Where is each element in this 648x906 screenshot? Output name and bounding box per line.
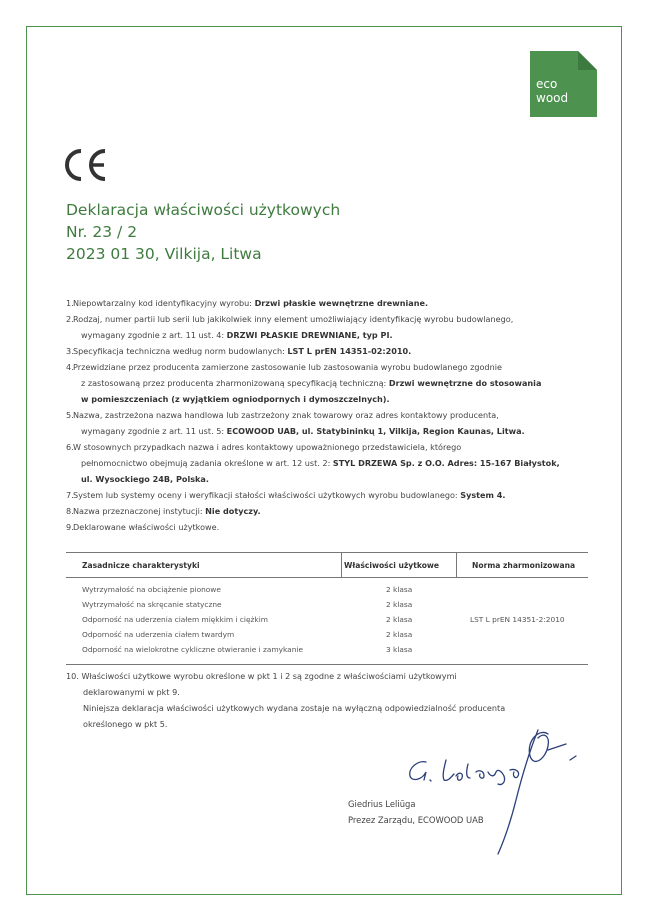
item-value: ul. Wysockiego 24B, Polska. xyxy=(81,474,209,484)
item-value: w pomieszczeniach (z wyjątkiem ogniodpornych i dymoszczelnych). xyxy=(81,394,390,404)
handwritten-signature xyxy=(398,720,588,860)
column-header-characteristics: Zasadnicze charakterystyki xyxy=(82,561,200,570)
item-value: ECOWOOD UAB, ul. Statybininkų 1, Vilkija, Region Kaunas, Litwa. xyxy=(226,426,525,436)
cell-characteristic: Wytrzymałość na skręcanie statyczne xyxy=(82,600,222,609)
item-text: Nazwa przeznaczonej instytucji: xyxy=(73,506,206,516)
item-text: W stosownych przypadkach nazwa i adres kontaktowy upoważnionego przedstawiciela, którego xyxy=(73,442,462,452)
cell-characteristic: Wytrzymałość na obciążenie pionowe xyxy=(82,585,221,594)
item-value: DRZWI PŁASKIE DREWNIANE, typ PI. xyxy=(226,330,393,340)
table-row xyxy=(66,598,588,612)
properties-table xyxy=(66,552,588,665)
column-header-norm: Norma zharmonizowana xyxy=(472,561,576,570)
item-value: STYL DRZEWA Sp. z O.O. Adres: 15-167 Białystok, xyxy=(332,458,560,468)
item-number: 6. xyxy=(66,442,74,452)
item-4 xyxy=(66,359,596,407)
item-text: System lub systemy oceny i weryfikacji stałości właściwości użytkowych wyrobu budowlanego: xyxy=(73,490,461,500)
cell-norm: LST L prEN 14351-2:2010 xyxy=(470,615,565,624)
cell-characteristic: Odporność na wielokrotne cykliczne otwieranie i zamykanie xyxy=(82,645,303,654)
item-number: 1. xyxy=(66,298,74,308)
item-value: Drzwi płaskie wewnętrzne drewniane. xyxy=(254,298,429,308)
logo-text-eco: eco xyxy=(536,77,558,91)
item-text: określonego w pkt 5. xyxy=(83,719,168,729)
item-text: wymagany zgodnie z art. 11 ust. 4: xyxy=(81,330,227,340)
item-text: Niepowtarzalny kod identyfikacyjny wyrobu: xyxy=(73,298,255,308)
item-number: 3. xyxy=(66,346,74,356)
item-number: 5. xyxy=(66,410,74,420)
item-text: Deklarowane właściwości użytkowe. xyxy=(73,522,220,532)
item-text: Rodzaj, numer partii lub serii lub jakikolwiek inny element umożliwiający identyfikację wyrobu budowlanego, xyxy=(73,314,514,324)
ce-mark-icon xyxy=(64,148,108,182)
cell-value: 2 klasa xyxy=(386,600,413,609)
item-6 xyxy=(66,439,596,487)
cell-characteristic: Odporność na uderzenia ciałem miękkim i ciężkim xyxy=(82,615,268,624)
item-text: Przewidziane przez producenta zamierzone zastosowanie lub zastosowania wyrobu budowlanego zgodnie xyxy=(73,362,502,372)
item-number: 7. xyxy=(66,490,74,500)
item-text: Niniejsza deklaracja właściwości użytkowych wydana zostaje na wyłączną odpowiedzialność producenta xyxy=(83,703,506,713)
item-value: LST L prEN 14351-02:2010. xyxy=(287,346,412,356)
table-row xyxy=(66,583,588,597)
table-body xyxy=(66,578,588,665)
title-number: Nr. 23 / 2 xyxy=(66,223,138,241)
item-value: System 4. xyxy=(460,490,506,500)
column-header-performance: Właściwości użytkowe xyxy=(344,561,440,570)
item-2 xyxy=(66,311,596,343)
item-number: 4. xyxy=(66,362,74,372)
item-7 xyxy=(66,487,596,503)
title-date-place: 2023 01 30, Vilkija, Litwa xyxy=(66,245,262,263)
signer-position: Prezez Zarządu, ECOWOOD UAB xyxy=(348,815,484,825)
item-value: Nie dotyczy. xyxy=(205,506,261,516)
item-text: Właściwości użytkowe wyrobu określone w pkt 1 i 2 są zgodne z właściwościami użytkowymi xyxy=(81,671,457,681)
item-number: 10. xyxy=(66,671,79,681)
table-row xyxy=(66,628,588,642)
cell-characteristic: Odporność na uderzenia ciałem twardym xyxy=(82,630,235,639)
signer-name: Giedrius Leliūga xyxy=(348,799,416,809)
item-text: Specyfikacja techniczna według norm budowlanych: xyxy=(73,346,288,356)
item-text: z zastosowaną przez producenta zharmonizowaną specyfikacją techniczną: xyxy=(81,378,389,388)
item-text: Nazwa, zastrzeżona nazwa handlowa lub zastrzeżony znak towarowy oraz adres kontaktowy producenta, xyxy=(73,410,499,420)
item-text: deklarowanymi w pkt 9. xyxy=(83,687,180,697)
cell-value: 2 klasa xyxy=(386,630,413,639)
cell-value: 3 klasa xyxy=(386,645,413,654)
signer-block xyxy=(348,796,484,828)
item-number: 8. xyxy=(66,506,74,516)
column-divider xyxy=(341,553,342,577)
item-text: wymagany zgodnie z art. 11 ust. 5: xyxy=(81,426,227,436)
table-row xyxy=(66,643,588,657)
item-5 xyxy=(66,407,596,439)
declaration-title xyxy=(66,199,340,265)
title-line-1: Deklaracja właściwości użytkowych xyxy=(66,201,341,219)
item-1 xyxy=(66,295,596,311)
item-9 xyxy=(66,519,596,535)
ecowood-logo xyxy=(530,51,597,117)
item-value: Drzwi wewnętrzne do stosowania xyxy=(388,378,542,388)
table-header xyxy=(66,552,588,578)
cell-value: 2 klasa xyxy=(386,615,413,624)
item-3 xyxy=(66,343,596,359)
column-divider xyxy=(456,553,457,577)
item-8 xyxy=(66,503,596,519)
cell-value: 2 klasa xyxy=(386,585,413,594)
item-text: pełnomocnictwo obejmują zadania określone w art. 12 ust. 2: xyxy=(81,458,333,468)
item-number: 9. xyxy=(66,522,74,532)
logo-text-wood: wood xyxy=(536,91,569,105)
item-number: 2. xyxy=(66,314,74,324)
declaration-items xyxy=(66,295,596,535)
